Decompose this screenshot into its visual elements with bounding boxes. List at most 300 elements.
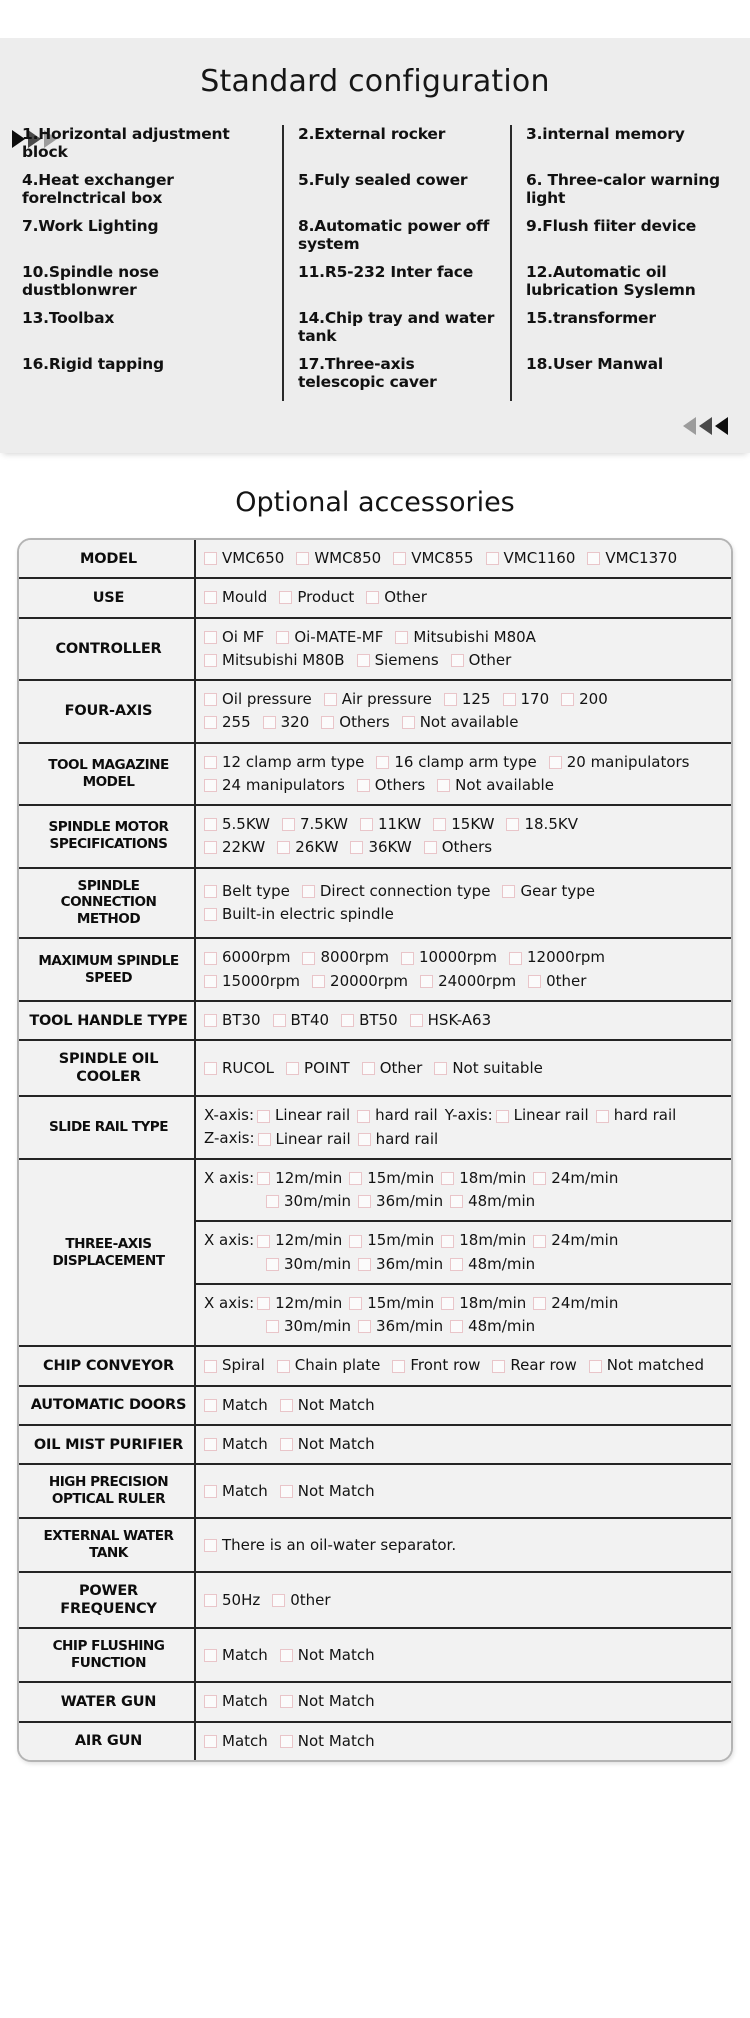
checkbox-icon[interactable] bbox=[341, 1014, 354, 1027]
checkbox-option[interactable] bbox=[506, 813, 578, 836]
spec-row-options bbox=[195, 578, 731, 617]
checkbox-icon[interactable] bbox=[204, 975, 217, 988]
checkbox-icon[interactable] bbox=[533, 1172, 546, 1185]
checkbox-option[interactable] bbox=[420, 970, 516, 993]
checkbox-icon[interactable] bbox=[450, 1320, 463, 1333]
checkbox-option[interactable] bbox=[362, 1057, 423, 1080]
checkbox-icon[interactable] bbox=[486, 552, 499, 565]
checkbox-option[interactable] bbox=[402, 711, 519, 734]
option-line bbox=[204, 1394, 727, 1417]
option-line bbox=[204, 1009, 727, 1032]
checkbox-option[interactable] bbox=[286, 1057, 350, 1080]
option-line bbox=[204, 1253, 727, 1276]
spec-row-label: POWER FREQUENCY bbox=[19, 1572, 195, 1628]
checkbox-label: 18.5KV bbox=[524, 815, 578, 833]
checkbox-icon[interactable] bbox=[444, 693, 457, 706]
checkbox-option[interactable] bbox=[357, 1104, 438, 1127]
table-row bbox=[19, 1386, 731, 1425]
checkbox-option[interactable] bbox=[280, 1480, 375, 1503]
checkbox-icon[interactable] bbox=[533, 1235, 546, 1248]
checkbox-option[interactable] bbox=[204, 649, 345, 672]
checkbox-icon[interactable] bbox=[533, 1297, 546, 1310]
checkbox-option[interactable] bbox=[358, 1253, 443, 1276]
checkbox-option[interactable] bbox=[204, 774, 345, 797]
checkbox-option[interactable] bbox=[204, 813, 270, 836]
checkbox-icon[interactable] bbox=[424, 841, 437, 854]
checkbox-icon[interactable] bbox=[204, 552, 217, 565]
checkbox-icon[interactable] bbox=[273, 1014, 286, 1027]
checkbox-icon[interactable] bbox=[358, 1320, 371, 1333]
checkbox-option[interactable] bbox=[533, 1229, 618, 1252]
checkbox-icon[interactable] bbox=[450, 1195, 463, 1208]
checkbox-option[interactable] bbox=[358, 1128, 439, 1151]
checkbox-label: Other bbox=[384, 588, 427, 607]
checkbox-option[interactable] bbox=[296, 547, 381, 570]
spec-row-label: EXTERNAL WATER TANK bbox=[19, 1518, 195, 1572]
standard-item: 10.Spindle nose dustblonwrer bbox=[22, 263, 159, 300]
checkbox-icon[interactable] bbox=[357, 779, 370, 792]
checkbox-option[interactable] bbox=[492, 1354, 576, 1377]
checkbox-option[interactable] bbox=[204, 1009, 261, 1032]
checkbox-label: 24 manipulators bbox=[222, 775, 345, 794]
standard-item: 8.Automatic power off system bbox=[298, 217, 490, 254]
checkbox-option[interactable] bbox=[266, 1315, 351, 1338]
checkbox-icon[interactable] bbox=[357, 1110, 370, 1123]
checkbox-option[interactable] bbox=[204, 880, 290, 903]
checkbox-option[interactable] bbox=[277, 1354, 381, 1377]
checkbox-option[interactable] bbox=[321, 711, 389, 734]
checkbox-option[interactable] bbox=[277, 836, 338, 859]
checkbox-icon[interactable] bbox=[266, 1320, 279, 1333]
standard-item: 17.Three-axis telescopic caver bbox=[298, 355, 437, 392]
checkbox-label: Others bbox=[339, 713, 390, 732]
checkbox-icon[interactable] bbox=[401, 952, 414, 965]
checkbox-option[interactable] bbox=[533, 1292, 618, 1315]
checkbox-label: 20000rpm bbox=[330, 971, 409, 990]
checkbox-option[interactable] bbox=[282, 813, 348, 836]
option-line bbox=[204, 751, 727, 774]
standard-item: 14.Chip tray and water tank bbox=[298, 309, 495, 346]
checkbox-icon[interactable] bbox=[280, 1695, 293, 1708]
checkbox-label: 20 manipulators bbox=[566, 752, 690, 771]
checkbox-label: VMC1370 bbox=[605, 549, 678, 567]
checkbox-icon[interactable] bbox=[503, 693, 516, 706]
checkbox-option[interactable] bbox=[302, 946, 388, 969]
checkbox-label: BT40 bbox=[290, 1010, 330, 1029]
checkbox-option[interactable] bbox=[324, 688, 432, 711]
checkbox-icon[interactable] bbox=[358, 1133, 371, 1146]
checkbox-label: 11KW bbox=[378, 815, 422, 833]
checkbox-option[interactable] bbox=[360, 813, 421, 836]
checkbox-option[interactable] bbox=[204, 1433, 268, 1456]
checkbox-label: 36m/min bbox=[376, 1317, 444, 1336]
checkbox-icon[interactable] bbox=[204, 952, 217, 965]
table-row bbox=[19, 680, 731, 743]
spec-row-label: THREE-AXIS DISPLACEMENT bbox=[19, 1159, 195, 1347]
checkbox-icon[interactable] bbox=[280, 1735, 293, 1748]
spec-row-options bbox=[195, 1346, 731, 1385]
axis-label: X-axis: bbox=[204, 1106, 255, 1125]
checkbox-icon[interactable] bbox=[204, 1695, 217, 1708]
checkbox-option[interactable] bbox=[204, 1057, 274, 1080]
checkbox-option[interactable] bbox=[257, 1292, 342, 1315]
checkbox-icon[interactable] bbox=[324, 693, 337, 706]
checkbox-option[interactable] bbox=[280, 1644, 375, 1667]
checkbox-icon[interactable] bbox=[204, 1485, 217, 1498]
checkbox-option[interactable] bbox=[450, 1253, 535, 1276]
checkbox-label: Match bbox=[222, 1481, 268, 1500]
checkbox-option[interactable] bbox=[401, 946, 497, 969]
standard-item: 7.Work Lighting bbox=[22, 217, 159, 235]
checkbox-icon[interactable] bbox=[434, 1062, 447, 1075]
checkbox-option[interactable] bbox=[204, 970, 300, 993]
checkbox-option[interactable] bbox=[266, 1190, 351, 1213]
checkbox-option[interactable] bbox=[533, 1167, 618, 1190]
checkbox-option[interactable] bbox=[496, 1104, 589, 1127]
checkbox-icon[interactable] bbox=[360, 818, 373, 831]
spec-row-label: CHIP FLUSHING FUNCTION bbox=[19, 1628, 195, 1682]
checkbox-option[interactable] bbox=[596, 1104, 677, 1127]
checkbox-option[interactable] bbox=[263, 711, 310, 734]
option-line bbox=[204, 1690, 727, 1713]
checkbox-icon[interactable] bbox=[204, 779, 217, 792]
checkbox-option[interactable] bbox=[410, 1009, 492, 1032]
checkbox-option[interactable] bbox=[587, 547, 677, 570]
checkbox-icon[interactable] bbox=[204, 1539, 217, 1552]
checkbox-label: Mitsubishi M80B bbox=[222, 650, 345, 669]
checkbox-option[interactable] bbox=[441, 1292, 526, 1315]
checkbox-label: 48m/min bbox=[468, 1254, 536, 1273]
checkbox-label: RUCOL bbox=[222, 1058, 275, 1077]
checkbox-option[interactable] bbox=[204, 1644, 268, 1667]
checkbox-icon[interactable] bbox=[509, 952, 522, 965]
checkbox-label: Belt type bbox=[222, 881, 290, 900]
checkbox-option[interactable] bbox=[434, 1057, 543, 1080]
checkbox-option[interactable] bbox=[280, 1690, 375, 1713]
checkbox-icon[interactable] bbox=[312, 975, 325, 988]
checkbox-option[interactable] bbox=[424, 836, 492, 859]
checkbox-icon[interactable] bbox=[204, 716, 217, 729]
checkbox-icon[interactable] bbox=[280, 1399, 293, 1412]
checkbox-label: Not available bbox=[419, 713, 519, 732]
checkbox-label: Other bbox=[379, 1058, 423, 1077]
checkbox-icon[interactable] bbox=[204, 818, 217, 831]
option-line bbox=[204, 1315, 727, 1338]
option-line bbox=[204, 1644, 727, 1667]
checkbox-icon[interactable] bbox=[204, 1014, 217, 1027]
checkbox-icon[interactable] bbox=[596, 1110, 609, 1123]
checkbox-icon[interactable] bbox=[272, 1594, 285, 1607]
checkbox-option[interactable] bbox=[503, 688, 550, 711]
checkbox-option[interactable] bbox=[204, 1480, 268, 1503]
checkbox-icon[interactable] bbox=[450, 1258, 463, 1271]
option-line bbox=[204, 946, 727, 969]
checkbox-option[interactable] bbox=[204, 1690, 268, 1713]
arrows-left-decoration bbox=[0, 401, 750, 435]
checkbox-option[interactable] bbox=[280, 1394, 375, 1417]
checkbox-option[interactable] bbox=[272, 1589, 330, 1612]
spec-row-options bbox=[195, 1040, 731, 1096]
standard-configuration-title: Standard configuration bbox=[200, 64, 550, 99]
checkbox-icon[interactable] bbox=[266, 1258, 279, 1271]
checkbox-option[interactable] bbox=[549, 751, 690, 774]
checkbox-label: 50Hz bbox=[222, 1590, 261, 1609]
checkbox-icon[interactable] bbox=[204, 1438, 217, 1451]
checkbox-option[interactable] bbox=[204, 946, 290, 969]
checkbox-icon[interactable] bbox=[366, 591, 379, 604]
checkbox-option[interactable] bbox=[257, 1104, 350, 1127]
checkbox-icon[interactable] bbox=[204, 885, 217, 898]
checkbox-label: 12m/min bbox=[275, 1231, 343, 1250]
checkbox-icon[interactable] bbox=[257, 1110, 270, 1123]
checkbox-icon[interactable] bbox=[420, 975, 433, 988]
checkbox-icon[interactable] bbox=[204, 1649, 217, 1662]
checkbox-option[interactable] bbox=[204, 1730, 268, 1753]
checkbox-icon[interactable] bbox=[296, 552, 309, 565]
spec-row-options bbox=[195, 1722, 731, 1760]
checkbox-icon[interactable] bbox=[204, 1399, 217, 1412]
checkbox-option[interactable] bbox=[204, 1354, 265, 1377]
axis-label: X axis: bbox=[204, 1168, 255, 1187]
checkbox-icon[interactable] bbox=[410, 1014, 423, 1027]
checkbox-option[interactable] bbox=[441, 1229, 526, 1252]
checkbox-option[interactable] bbox=[276, 626, 383, 649]
checkbox-icon[interactable] bbox=[561, 693, 574, 706]
checkbox-icon[interactable] bbox=[204, 591, 217, 604]
checkbox-icon[interactable] bbox=[502, 885, 515, 898]
checkbox-label: 18m/min bbox=[459, 1231, 527, 1250]
checkbox-label: Match bbox=[222, 1731, 268, 1750]
checkbox-option[interactable] bbox=[376, 751, 536, 774]
checkbox-option[interactable] bbox=[561, 688, 608, 711]
checkbox-label: 24m/min bbox=[551, 1168, 619, 1187]
option-line bbox=[204, 649, 727, 672]
spec-row-label: CHIP CONVEYOR bbox=[19, 1346, 195, 1385]
checkbox-label: Siemens bbox=[374, 650, 439, 669]
checkbox-icon[interactable] bbox=[280, 1485, 293, 1498]
checkbox-icon[interactable] bbox=[441, 1297, 454, 1310]
checkbox-option[interactable] bbox=[204, 547, 284, 570]
checkbox-label: Product bbox=[297, 588, 355, 607]
checkbox-icon[interactable] bbox=[441, 1172, 454, 1185]
checkbox-option[interactable] bbox=[451, 649, 512, 672]
checkbox-icon[interactable] bbox=[204, 756, 217, 769]
checkbox-label: Gear type bbox=[520, 881, 595, 900]
checkbox-label: 7.5KW bbox=[300, 815, 348, 833]
spec-row-label: SPINDLE CONNECTION METHOD bbox=[19, 868, 195, 939]
checkbox-option[interactable] bbox=[444, 688, 491, 711]
checkbox-icon[interactable] bbox=[496, 1110, 509, 1123]
checkbox-icon[interactable] bbox=[257, 1172, 270, 1185]
checkbox-label: Others bbox=[441, 838, 493, 857]
checkbox-option[interactable] bbox=[257, 1229, 342, 1252]
checkbox-option[interactable] bbox=[349, 1292, 434, 1315]
checkbox-icon[interactable] bbox=[362, 1062, 375, 1075]
table-row bbox=[19, 1628, 731, 1682]
checkbox-icon[interactable] bbox=[204, 654, 217, 667]
checkbox-label: 255 bbox=[222, 713, 251, 732]
checkbox-label: 12 clamp arm type bbox=[222, 752, 365, 771]
checkbox-option[interactable] bbox=[312, 970, 408, 993]
checkbox-option[interactable] bbox=[502, 880, 595, 903]
checkbox-icon[interactable] bbox=[302, 952, 315, 965]
checkbox-icon[interactable] bbox=[204, 1594, 217, 1607]
checkbox-option[interactable] bbox=[279, 586, 354, 609]
checkbox-icon[interactable] bbox=[451, 654, 464, 667]
checkbox-icon[interactable] bbox=[282, 818, 295, 831]
checkbox-label: 24000rpm bbox=[438, 971, 517, 990]
checkbox-icon[interactable] bbox=[437, 779, 450, 792]
checkbox-icon[interactable] bbox=[376, 756, 389, 769]
checkbox-option[interactable] bbox=[350, 836, 411, 859]
spec-row-options bbox=[195, 743, 731, 806]
spec-row-label: AIR GUN bbox=[19, 1722, 195, 1760]
option-line bbox=[204, 813, 727, 836]
checkbox-label: 26KW bbox=[295, 838, 339, 857]
checkbox-icon[interactable] bbox=[357, 654, 370, 667]
checkbox-option[interactable] bbox=[486, 547, 576, 570]
checkbox-icon[interactable] bbox=[258, 1133, 271, 1146]
checkbox-option[interactable] bbox=[393, 547, 473, 570]
checkbox-icon[interactable] bbox=[528, 975, 541, 988]
standard-configuration-columns bbox=[14, 125, 736, 401]
checkbox-label: VMC855 bbox=[411, 549, 474, 567]
checkbox-label: 36KW bbox=[368, 838, 412, 857]
checkbox-icon[interactable] bbox=[350, 841, 363, 854]
checkbox-icon[interactable] bbox=[349, 1235, 362, 1248]
checkbox-option[interactable] bbox=[204, 751, 364, 774]
checkbox-icon[interactable] bbox=[277, 841, 290, 854]
option-line bbox=[204, 1354, 727, 1377]
checkbox-label: Not Match bbox=[297, 1692, 375, 1711]
checkbox-option[interactable] bbox=[358, 1190, 443, 1213]
checkbox-icon[interactable] bbox=[549, 756, 562, 769]
checkbox-option[interactable] bbox=[441, 1167, 526, 1190]
checkbox-option[interactable] bbox=[349, 1229, 434, 1252]
spec-row-label: SPINDLE OIL COOLER bbox=[19, 1040, 195, 1096]
spec-row-label: USE bbox=[19, 578, 195, 617]
checkbox-icon[interactable] bbox=[280, 1438, 293, 1451]
axis-label: X axis: bbox=[204, 1231, 255, 1250]
checkbox-label: Linear rail bbox=[275, 1129, 351, 1148]
checkbox-option[interactable] bbox=[509, 946, 605, 969]
checkbox-icon[interactable] bbox=[587, 552, 600, 565]
checkbox-icon[interactable] bbox=[263, 716, 276, 729]
checkbox-option[interactable] bbox=[528, 970, 586, 993]
checkbox-option[interactable] bbox=[257, 1167, 342, 1190]
option-line bbox=[204, 1292, 727, 1315]
checkbox-label: 125 bbox=[461, 690, 491, 708]
checkbox-icon[interactable] bbox=[204, 908, 217, 921]
checkbox-icon[interactable] bbox=[204, 1360, 217, 1373]
checkbox-option[interactable] bbox=[589, 1354, 704, 1377]
checkbox-label: Other bbox=[468, 650, 512, 669]
checkbox-option[interactable] bbox=[273, 1009, 330, 1032]
checkbox-option[interactable] bbox=[341, 1009, 398, 1032]
checkbox-icon[interactable] bbox=[589, 1360, 602, 1373]
checkbox-option[interactable] bbox=[280, 1433, 375, 1456]
table-row bbox=[19, 578, 731, 617]
checkbox-option[interactable] bbox=[204, 1394, 268, 1417]
checkbox-icon[interactable] bbox=[277, 1360, 290, 1373]
checkbox-icon[interactable] bbox=[276, 631, 289, 644]
checkbox-option[interactable] bbox=[302, 880, 491, 903]
checkbox-icon[interactable] bbox=[204, 841, 217, 854]
checkbox-option[interactable] bbox=[204, 626, 264, 649]
checkbox-option[interactable] bbox=[358, 1315, 443, 1338]
checkbox-icon[interactable] bbox=[204, 693, 217, 706]
checkbox-icon[interactable] bbox=[358, 1195, 371, 1208]
checkbox-option[interactable] bbox=[204, 711, 251, 734]
checkbox-icon[interactable] bbox=[392, 1360, 405, 1373]
checkbox-option[interactable] bbox=[204, 1534, 456, 1557]
table-row bbox=[19, 540, 731, 578]
checkbox-option[interactable] bbox=[366, 586, 427, 609]
checkbox-icon[interactable] bbox=[441, 1235, 454, 1248]
checkbox-label: Not Match bbox=[297, 1645, 375, 1664]
checkbox-label: Linear rail bbox=[513, 1106, 589, 1125]
checkbox-option[interactable] bbox=[450, 1315, 535, 1338]
checkbox-icon[interactable] bbox=[393, 552, 406, 565]
checkbox-icon[interactable] bbox=[492, 1360, 505, 1373]
three-axis-options bbox=[195, 1159, 731, 1347]
checkbox-option[interactable] bbox=[349, 1167, 434, 1190]
checkbox-option[interactable] bbox=[258, 1128, 351, 1151]
checkbox-icon[interactable] bbox=[433, 818, 446, 831]
checkbox-option[interactable] bbox=[204, 836, 265, 859]
checkbox-icon[interactable] bbox=[204, 1735, 217, 1748]
axis-label: Z-axis: bbox=[204, 1129, 255, 1148]
checkbox-icon[interactable] bbox=[280, 1649, 293, 1662]
checkbox-option[interactable] bbox=[357, 774, 425, 797]
checkbox-option[interactable] bbox=[357, 649, 439, 672]
checkbox-icon[interactable] bbox=[321, 716, 334, 729]
checkbox-option[interactable] bbox=[280, 1730, 375, 1753]
checkbox-icon[interactable] bbox=[349, 1172, 362, 1185]
checkbox-icon[interactable] bbox=[286, 1062, 299, 1075]
checkbox-option[interactable] bbox=[266, 1253, 351, 1276]
checkbox-icon[interactable] bbox=[395, 631, 408, 644]
checkbox-option[interactable] bbox=[204, 1589, 260, 1612]
checkbox-icon[interactable] bbox=[257, 1235, 270, 1248]
checkbox-icon[interactable] bbox=[506, 818, 519, 831]
standard-item: 13.Toolbax bbox=[22, 309, 115, 327]
checkbox-label: 15m/min bbox=[367, 1231, 435, 1250]
standard-item: 18.User Manwal bbox=[526, 355, 664, 373]
checkbox-option[interactable] bbox=[204, 688, 312, 711]
checkbox-icon[interactable] bbox=[204, 631, 217, 644]
spec-row-label: AUTOMATIC DOORS bbox=[19, 1386, 195, 1425]
checkbox-icon[interactable] bbox=[279, 591, 292, 604]
option-line bbox=[204, 880, 727, 903]
checkbox-icon[interactable] bbox=[302, 885, 315, 898]
checkbox-icon[interactable] bbox=[266, 1195, 279, 1208]
checkbox-option[interactable] bbox=[437, 774, 554, 797]
checkbox-icon[interactable] bbox=[257, 1297, 270, 1310]
checkbox-icon[interactable] bbox=[402, 716, 415, 729]
standard-item: 2.External rocker bbox=[298, 125, 446, 143]
checkbox-icon[interactable] bbox=[358, 1258, 371, 1271]
checkbox-icon[interactable] bbox=[349, 1297, 362, 1310]
checkbox-option[interactable] bbox=[204, 586, 267, 609]
checkbox-option[interactable] bbox=[433, 813, 494, 836]
checkbox-option[interactable] bbox=[395, 626, 536, 649]
checkbox-option[interactable] bbox=[204, 903, 394, 926]
checkbox-icon[interactable] bbox=[204, 1062, 217, 1075]
checkbox-option[interactable] bbox=[450, 1190, 535, 1213]
checkbox-option[interactable] bbox=[392, 1354, 480, 1377]
spec-row-options bbox=[195, 680, 731, 743]
